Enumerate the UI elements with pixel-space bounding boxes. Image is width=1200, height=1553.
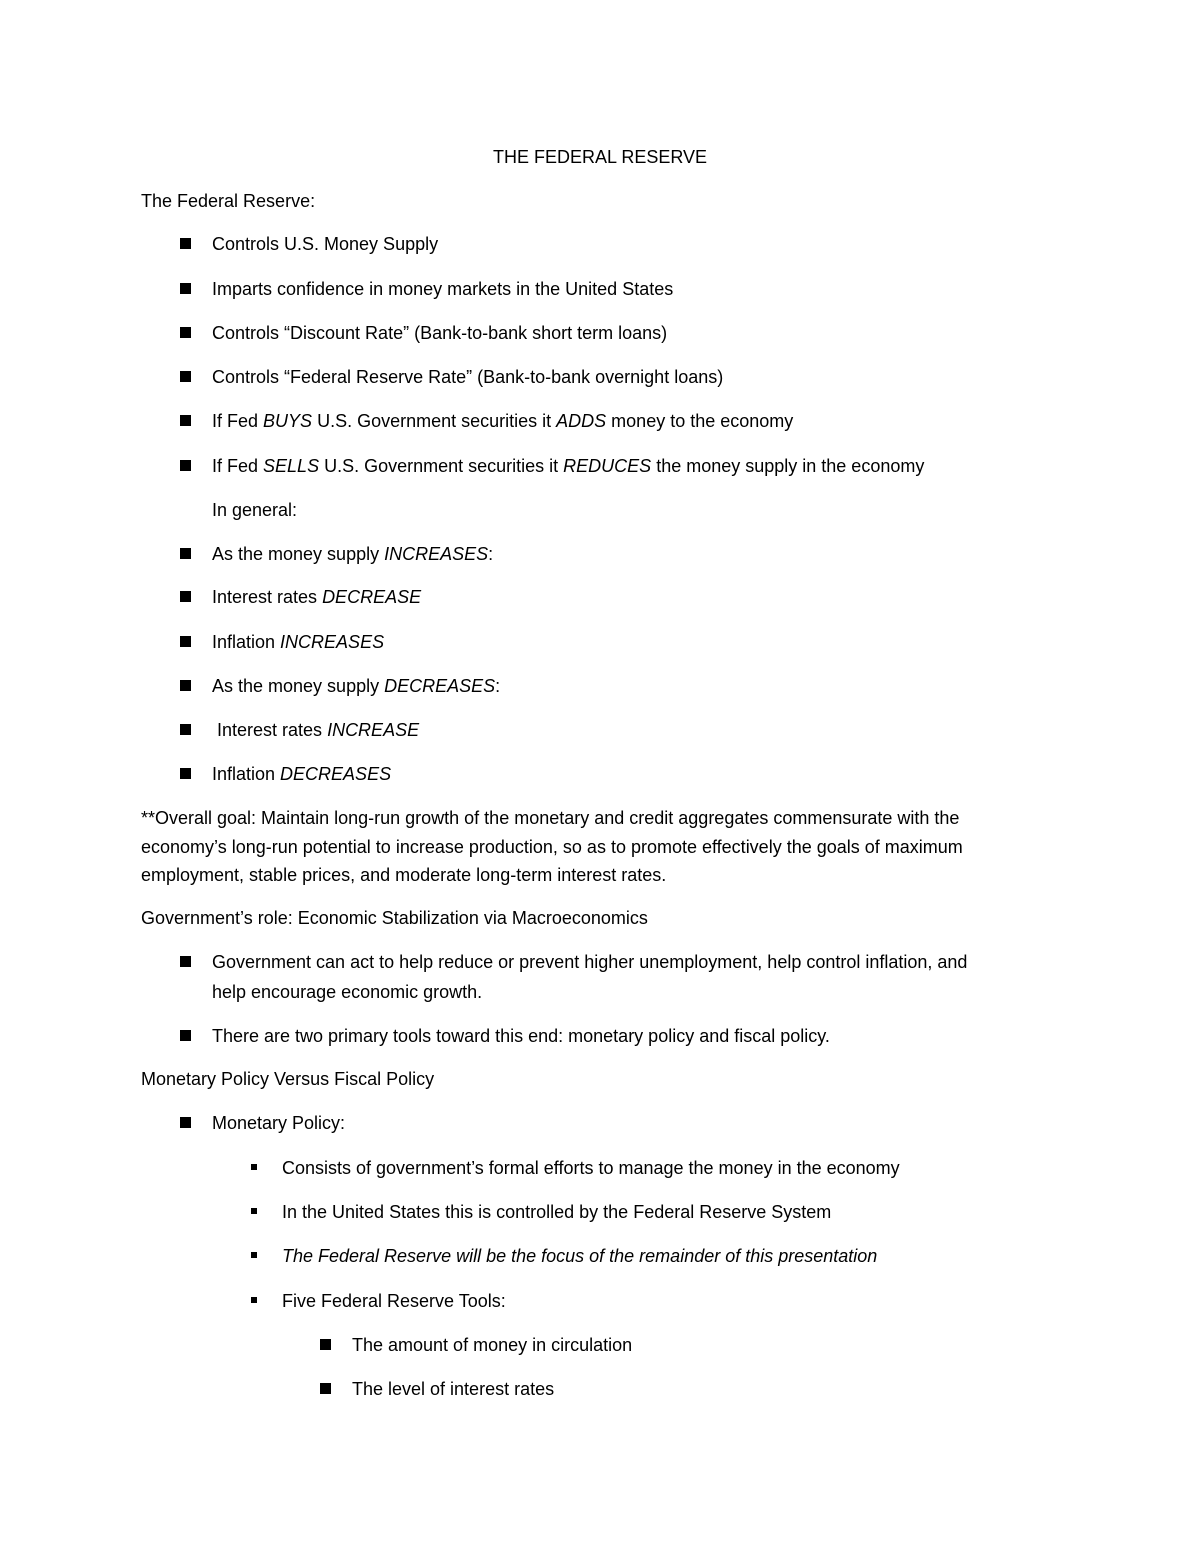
square-bullet-icon: [320, 1383, 331, 1394]
list-item: As the money supply DECREASES:: [212, 676, 501, 696]
gov-role-heading: Government’s role: Economic Stabilization via Macroeconomics: [141, 908, 648, 928]
square-bullet-icon: [180, 327, 191, 338]
page-title: THE FEDERAL RESERVE: [492, 147, 708, 167]
list-item-continuation: help encourage economic growth.: [212, 982, 483, 1002]
square-bullet-icon: [180, 548, 191, 559]
list-item: Controls U.S. Money Supply: [212, 234, 439, 254]
list-item: Controls “Federal Reserve Rate” (Bank-to-bank overnight loans): [212, 367, 724, 387]
list-item: Controls “Discount Rate” (Bank-to-bank short term loans): [212, 323, 668, 343]
square-bullet-icon: [180, 460, 191, 471]
list-item: Imparts confidence in money markets in the United States: [212, 279, 674, 299]
square-bullet-icon: [180, 956, 191, 967]
paragraph-line: **Overall goal: Maintain long-run growth of the monetary and credit aggregates commensurate with the: [141, 808, 960, 828]
square-bullet-icon: [180, 371, 191, 382]
small-square-bullet-icon: [251, 1208, 257, 1214]
list-item: Inflation INCREASES: [212, 632, 385, 652]
intro-heading: The Federal Reserve:: [141, 191, 316, 211]
list-item: The level of interest rates: [352, 1379, 555, 1399]
square-bullet-icon: [180, 724, 191, 735]
paragraph-line: employment, stable prices, and moderate long-term interest rates.: [141, 865, 667, 885]
small-square-bullet-icon: [251, 1252, 257, 1258]
small-square-bullet-icon: [251, 1164, 257, 1170]
list-item: The amount of money in circulation: [352, 1335, 633, 1355]
square-bullet-icon: [180, 768, 191, 779]
monetary-policy-item: Monetary Policy:: [212, 1113, 346, 1133]
list-item: As the money supply INCREASES:: [212, 544, 494, 564]
square-bullet-icon: [180, 1117, 191, 1128]
list-item-buys: If Fed BUYS U.S. Government securities it ADDS money to the economy: [212, 411, 794, 431]
list-item: Inflation DECREASES: [212, 764, 392, 784]
list-item: Government can act to help reduce or prevent higher unemployment, help control inflation, and: [212, 952, 968, 972]
list-item: Interest rates DECREASE: [212, 587, 422, 607]
square-bullet-icon: [180, 591, 191, 602]
mvf-heading: Monetary Policy Versus Fiscal Policy: [141, 1069, 435, 1089]
list-item-sells: If Fed SELLS U.S. Government securities it REDUCES the money supply in the economy: [212, 456, 925, 476]
square-bullet-icon: [180, 238, 191, 249]
paragraph-line: economy’s long-run potential to increase production, so as to promote effectively the goals of maximum: [141, 837, 963, 857]
square-bullet-icon: [180, 415, 191, 426]
list-item: Interest rates INCREASE: [212, 720, 420, 740]
list-item: Five Federal Reserve Tools:: [282, 1291, 506, 1311]
list-item: There are two primary tools toward this end: monetary policy and fiscal policy.: [212, 1026, 830, 1046]
list-item: The Federal Reserve will be the focus of the remainder of this presentation: [282, 1246, 878, 1266]
square-bullet-icon: [180, 680, 191, 691]
square-bullet-icon: [320, 1339, 331, 1350]
list-item: In the United States this is controlled by the Federal Reserve System: [282, 1202, 832, 1222]
small-square-bullet-icon: [251, 1297, 257, 1303]
square-bullet-icon: [180, 283, 191, 294]
square-bullet-icon: [180, 636, 191, 647]
list-item: Consists of government’s formal efforts to manage the money in the economy: [282, 1158, 900, 1178]
in-general-label: In general:: [212, 500, 298, 520]
square-bullet-icon: [180, 1030, 191, 1041]
